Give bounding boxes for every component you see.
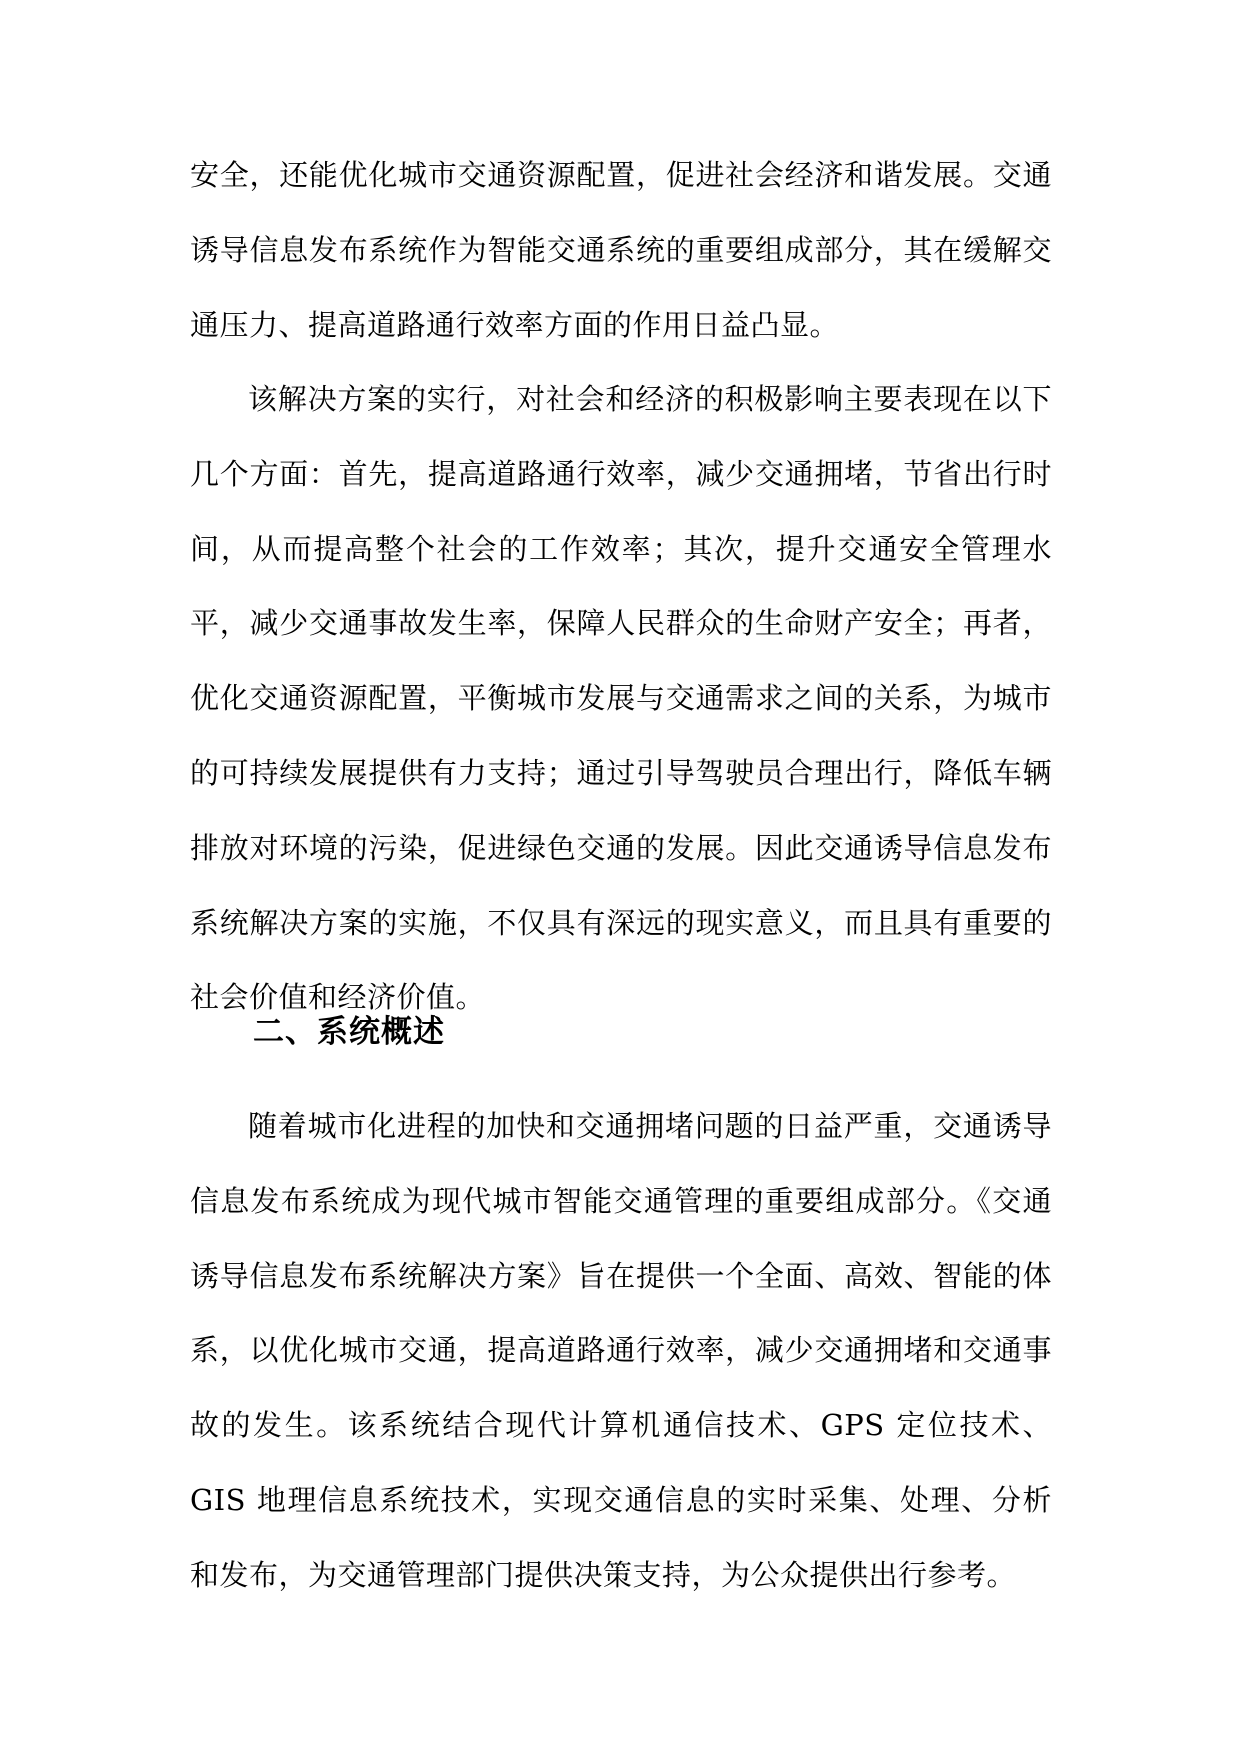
section-heading-system-overview: 二、系统概述 <box>253 1014 445 1050</box>
paragraph-social-economic-impact: 该解决方案的实行，对社会和经济的积极影响主要表现在以下几个方面：首先，提高道路通行效率，减少交通拥堵，节省出行时间，从而提高整个社会的工作效率；其次，提升交通安全管理水平，减少交通事故发生率，保障人民群众的生命财产安全；再者，优化交通资源配置，平衡城市发展与交通需求之间的关系，为城市的可持续发展提供有力支持；通过引导驾驶员合理出行，降低车辆排放对环境的污染，促进绿色交通的发展。因此交通诱导信息发布系统解决方案的实施，不仅具有深远的现实意义，而且具有重要的社会价值和经济价值。 <box>190 382 1052 1015</box>
paragraph-intro-continuation: 安全，还能优化城市交通资源配置，促进社会经济和谐发展。交通诱导信息发布系统作为智能交通系统的重要组成部分，其在缓解交通压力、提高道路通行效率方面的作用日益凸显。 <box>190 158 1052 342</box>
paragraph-system-overview: 随着城市化进程的加快和交通拥堵问题的日益严重，交通诱导信息发布系统成为现代城市智能交通管理的重要组成部分。《交通诱导信息发布系统解决方案》旨在提供一个全面、高效、智能的体系，以优化城市交通，提高道路通行效率，减少交通拥堵和交通事故的发生。该系统结合现代计算机通信技术、GPS 定位技术、GIS 地理信息系统技术，实现交通信息的实时采集、处理、分析和发布，为交通管理部门提供决策支持，为公众提供出行参考。 <box>190 1109 1052 1592</box>
